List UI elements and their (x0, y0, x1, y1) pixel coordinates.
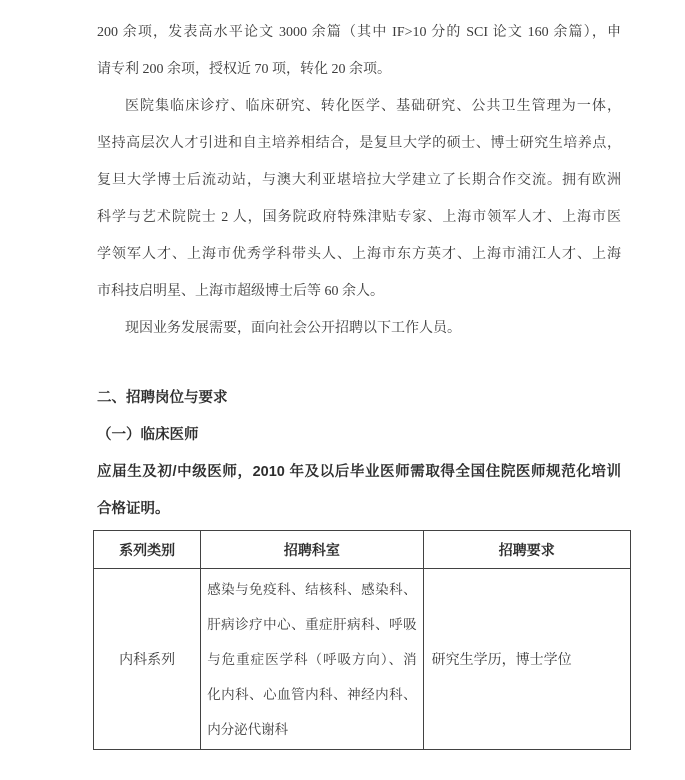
paragraph-line: 200 余项，发表高水平论文 3000 余篇（其中 IF>10 分的 SCI 论文 160 余篇），申 (97, 25, 621, 40)
subsection-heading: （一）临床医师 (97, 427, 199, 443)
department-line: 与危重症医学科（呼吸方向）、消 (207, 651, 417, 667)
paragraph-line: 市科技启明星、上海市超级博士后等 60 余人。 (97, 284, 384, 299)
recruitment-table (93, 530, 631, 750)
paragraph-line: 坚持高层次人才引进和自主培养相结合，是复旦大学的硕士、博士研究生培养点， (97, 136, 621, 151)
paragraph-line: 科学与艺术院院士 2 人，国务院政府特殊津贴专家、上海市领军人才、上海市医 (97, 210, 621, 225)
department-line: 感染与免疫科、结核科、感染科、 (207, 581, 417, 597)
paragraph-line: 医院集临床诊疗、临床研究、转化医学、基础研究、公共卫生管理为一体， (125, 99, 621, 114)
document-body (97, 14, 621, 528)
category-cell: 内科系列 (94, 569, 201, 750)
section-heading: 二、招聘岗位与要求 (97, 390, 228, 406)
paragraph-line: 学领军人才、上海市优秀学科带头人、上海市东方英才、上海市浦江人才、上海 (97, 247, 621, 262)
table-header-category: 系列类别 (94, 531, 201, 569)
department-line: 肝病诊疗中心、重症肝病科、呼吸 (207, 616, 417, 632)
paragraph-line: 请专利 200 余项，授权近 70 项，转化 20 余项。 (97, 62, 391, 77)
table-header-department: 招聘科室 (201, 531, 423, 569)
department-line: 内分泌代谢科 (207, 721, 289, 737)
table-row (94, 569, 631, 750)
paragraph-line: 复旦大学博士后流动站，与澳大利亚堪培拉大学建立了长期合作交流。拥有欧洲 (97, 173, 621, 188)
table-header-requirement: 招聘要求 (423, 531, 630, 569)
requirement-cell: 研究生学历，博士学位 (423, 569, 630, 750)
department-cell (201, 569, 423, 750)
department-line: 化内科、心血管内科、神经内科、 (207, 686, 417, 702)
paragraph-line: 现因业务发展需要，面向社会公开招聘以下工作人员。 (125, 321, 461, 336)
table-header-row (94, 531, 631, 569)
requirement-note-line: 应届生及初/中级医师，2010 年及以后毕业医师需取得全国住院医师规范化培训 (97, 464, 621, 480)
requirement-note-line: 合格证明。 (97, 501, 170, 517)
blank-line (97, 347, 621, 380)
